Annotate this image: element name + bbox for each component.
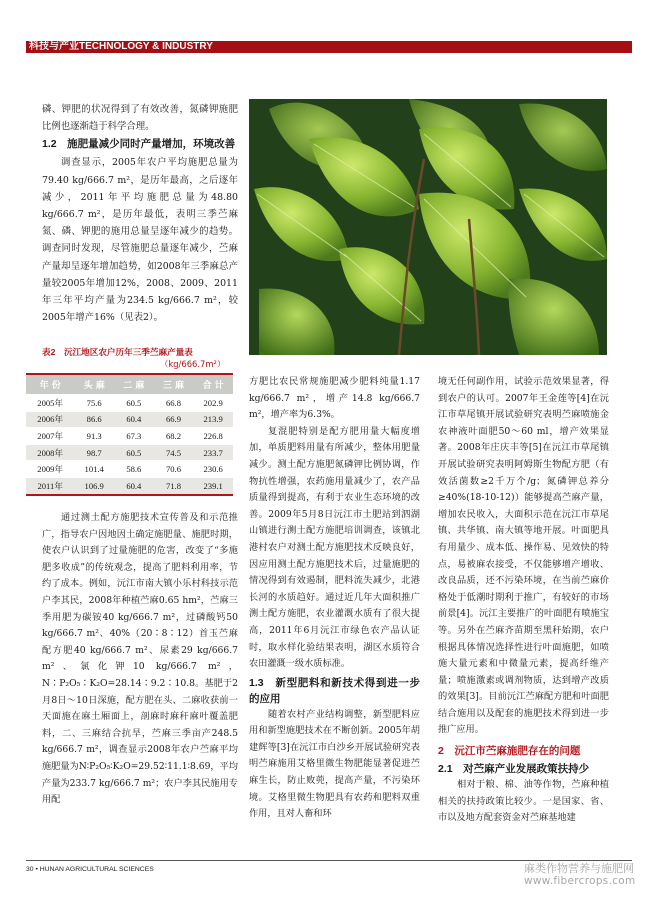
heading-2-1: 2.1 对苎麻产业发展政策扶持少 [438, 763, 590, 776]
cell: 66.8 [154, 395, 194, 412]
table-title: 表2 沅江地区农户历年三季苎麻产量表 [42, 347, 193, 357]
table-row [26, 444, 233, 461]
para-col2-2: 复混肥特别是配方肥用量大幅度增加，单质肥料用量有所减少，整体用肥量减少。测土配方施肥氮磷钾比例协调，作物抗性增强，农药施用量减少了，农产品质量得到提高，有利于农业生态环境的改善。2009年5月8日沅江市土肥站到泗湖山镇进行测土配方施肥培训调查，该镇北港村农户对测土配方施肥技术反映良好，因应用测土配方施肥技术后，过量施肥的情况得到有效遏制，肥料流失减少，北港长河的水质趋好。通过近几年大面积推广测土配方施肥，农业灌溉水质有了很大提高，2011年6月沅江市绿色农产品认证时，取水样化验结果表明，湖区水质符合农田灌溉一级水质标准。 [249, 425, 420, 670]
table-row [26, 428, 233, 445]
cell: 60.4 [114, 477, 154, 494]
cell: 58.6 [114, 461, 154, 478]
page-footer: 30 • HUNAN AGRICULTURAL SCIENCES [26, 866, 154, 873]
cell: 2006年 [26, 411, 74, 428]
th-total: 合 计 [193, 374, 233, 395]
watermark-title: 麻类作物营养与施肥网 [524, 862, 634, 875]
cell: 202.9 [193, 395, 233, 412]
section-header-bar [26, 41, 632, 53]
cell: 106.9 [74, 477, 114, 494]
para-col1-2: 通过测土配方施肥技术宣传普及和示范推广，指导农户因地因土确定施肥量、施肥时期，使农户认识到了过量施肥的危害，改变了“多施肥多收成”的传统观念，提高了肥料利用率，节约了成本。例如，沅江市南大镇小乐村科技示范户李其民，2008年种植苎麻0.65 hm²，苎麻三季用肥为碳铵40 kg/666.7 m²，过磷酸钙50 kg/666.7 m²、40%（20∶8∶12）首玉苎麻配方肥40 kg/666.7 m²、尿素29 kg/666.7 m²、氯化钾10 kg/666.7 m²，N∶P₂O₅∶K₂O=28.14∶9.2∶10.8。基肥于2月8日～10日深施，配方肥在头、二麻收获前一天面施在麻土厢面上，剖麻时麻秆麻叶覆盖肥料，二、三麻结合抗旱，苎麻三季亩产248.5 kg/666.7 m²，调查显示2008年农户苎麻平均施肥量为N∶P₂O₅∶K₂O=29.52∶11.1∶8.69，平均产量为233.7 kg/666.7 m²；农户李其民施用专用配 [42, 512, 238, 806]
th-third: 三 麻 [154, 374, 194, 395]
table-row [26, 411, 233, 428]
para-col2-3: 随着农村产业结构调整，新型肥料应用和新型施肥技术在不断创新。2005年胡建辉等[3]在沅江市白沙乡开展试验研究表明苎麻施用艾格里微生物肥能显著促进苎麻生长，防止败蔸，提高产量，不污染环境。艾格里微生物肥具有农药和肥料双重作用，且对人畜和环 [249, 708, 420, 820]
heading-1-3: 1.3 新型肥料和新技术得到进一步的应用 [249, 676, 420, 705]
cell: 60.5 [114, 395, 154, 412]
table-unit: （kg/666.7m²） [160, 359, 226, 369]
cell: 71.8 [154, 477, 194, 494]
cell: 66.9 [154, 411, 194, 428]
cell: 70.6 [154, 461, 194, 478]
cell: 213.9 [193, 411, 233, 428]
col2 [249, 374, 420, 823]
cell: 2007年 [26, 428, 74, 445]
table-header-row [26, 374, 233, 395]
cell: 86.6 [74, 411, 114, 428]
cell: 91.3 [74, 428, 114, 445]
table-row [26, 461, 233, 478]
footer-rule [26, 860, 632, 861]
ramie-leaves-icon [249, 99, 607, 355]
intro-text: 磷、钾肥的状况得到了有效改善，氮磷钾施肥比例也逐渐趋于科学合理。 [42, 104, 238, 133]
cell: 67.3 [114, 428, 154, 445]
cell: 74.5 [154, 444, 194, 461]
watermark-url: www.fibercrops.com [524, 875, 636, 887]
ramie-plant-photo [249, 99, 607, 355]
cell: 60.5 [114, 444, 154, 461]
cell: 101.4 [74, 461, 114, 478]
header-cn: 科技与产业 [29, 41, 79, 52]
para-col2-1: 方肥比农民常规施肥减少肥料纯量1.17 kg/666.7 m²，增产14.8 kg/666.7 m²，增产率为6.3%。 [249, 376, 420, 421]
th-year: 年 份 [26, 374, 74, 395]
table-row [26, 477, 233, 494]
th-second: 二 麻 [114, 374, 154, 395]
para-1-2: 调查显示，2005年农户平均施肥总量为79.40 kg/666.7 m²，是历年最高，之后逐年减少，2011年平均施肥总量为48.80 kg/666.7 m²，是历年最低，表明三季苎麻氮、磷、钾肥的施用总量呈逐年减少的趋势。调查同时发现，尽管施肥总量逐年减少，苎麻产量却呈逐年增加趋势，如2008年三季麻总产量较2005年增加12%，2008、2009、2011年三年平均产量为234.5 kg/666.7 m²，较2005年增产16%（见表2）。 [42, 157, 238, 324]
cell: 2005年 [26, 395, 74, 412]
col1-top [42, 101, 238, 326]
para-col3-2: 相对于粮、棉、油等作物，苎麻种植相关的扶持政策比较少。一是国家、省、市以及地方配套资金对苎麻基地建 [438, 779, 609, 824]
watermark [524, 862, 636, 888]
cell: 75.6 [74, 395, 114, 412]
cell: 98.7 [74, 444, 114, 461]
cell: 60.4 [114, 411, 154, 428]
header-en: TECHNOLOGY & INDUSTRY [79, 41, 213, 52]
para-col3-1: 境无任何副作用，试验示范效果显著，得到农户的认可。2007年王金莲等[4]在沅江市草尾镇开展试验研究表明苎麻喷施金农神液叶面肥50～60 ml，增产效果显著。2008年庄庆丰等[5]在沅江市草尾镇开展试验研究表明阿姆斯生物配方肥（有效活菌数≥2千万个/g；氮磷钾总养分≥40%(18-10-12)）能够提高苎麻产量，增加农民收入，大面积示范在沅江市草尾镇、共华镇、南大镇等地开展。叶面肥具有用量少、成本低、操作易、见效快的特点，易被麻农接受，不仅能够增产增收、改良品质，还不污染环境，在当前苎麻价格处于低潮时期利于推广，有较好的市场前景[4]。沅江主要推广的叶面肥有喷施宝等。另外在苎麻齐苗期至黑秆始期，农户根据具体情况选择性进行叶面施肥，如喷施大量元素和中微量元素，提高纤维产量；喷施激素或调剂物质，达到增产改质的效果[3]。目前沅江苎麻配方肥和叶面肥结合施用以及配套的施肥技术得到进一步推广应用。 [438, 376, 609, 736]
heading-2: 2 沅江市苎麻施肥存在的问题 [438, 745, 581, 758]
heading-1-2: 1.2 施肥量减少同时产量增加，环境改善 [42, 138, 236, 151]
cell: 68.2 [154, 428, 194, 445]
cell: 230.6 [193, 461, 233, 478]
cell: 2008年 [26, 444, 74, 461]
col1-bottom [42, 510, 238, 809]
cell: 226.8 [193, 428, 233, 445]
cell: 239.1 [193, 477, 233, 494]
table-row [26, 395, 233, 412]
cell: 2011年 [26, 477, 74, 494]
yield-table [26, 373, 233, 496]
col3 [438, 374, 609, 827]
cell: 233.7 [193, 444, 233, 461]
th-first: 头 麻 [74, 374, 114, 395]
cell: 2009年 [26, 461, 74, 478]
